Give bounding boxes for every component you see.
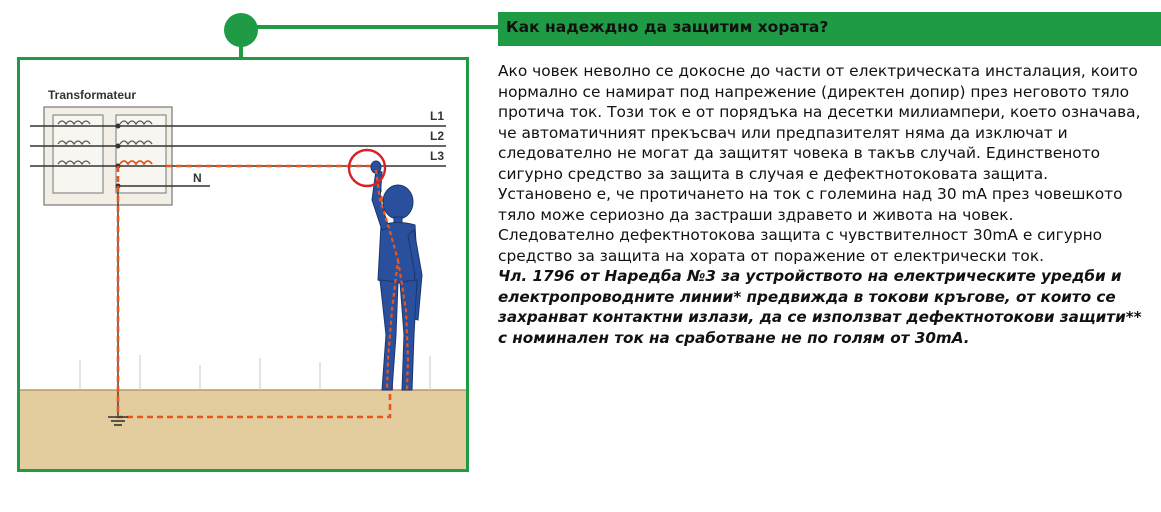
connector-stem [239,44,243,58]
line-label-l2: L2 [430,129,445,143]
transformer-label: Transformateur [48,88,137,102]
section-title: Как надеждно да защитим хората? [506,18,829,36]
line-label-l1: L1 [430,109,445,123]
article-text [498,61,1154,348]
paragraph: Установено е, че протичането на ток с големина над 30 mA през човешкото тяло може сериозно да застраши здравето и живота на човек. [498,185,1123,224]
neutral-label: N [193,171,202,185]
ground-area [20,390,466,469]
paragraph: Следователно дефектнотокова защита с чувствителност 30mA е сигурно средство за защита на хората от поражение от електрически ток. [498,226,1103,265]
paragraph: Ако човек неволно се докосне до части от електрическата инсталация, които нормално се намират под напрежение (директен допир) през неговото тяло протича ток. Този ток е от порядъка на десетки милиампери, което означава, че автоматичният прекъсвач или предпазителят няма да изключат и следователно не могат да защитят човека в такъв случай. Единственото сигурно средство за защита в случая е дефектнотоковата защита. [498,62,1141,183]
line-label-l3: L3 [430,149,445,163]
connector-line [256,25,499,29]
section-header [498,12,1161,46]
regulation-note: Чл. 1796 от Наредба №3 за устройството на електрическите уредби и електропроводните линии* предвижда в токови кръгове, от които се захранват контактни излази, да се използват дефектнотокови защити** с номинален ток на сработване не по голям от 30mA. [498,267,1142,347]
electric-shock-diagram [17,57,469,472]
section-bullet-dot [224,13,258,47]
